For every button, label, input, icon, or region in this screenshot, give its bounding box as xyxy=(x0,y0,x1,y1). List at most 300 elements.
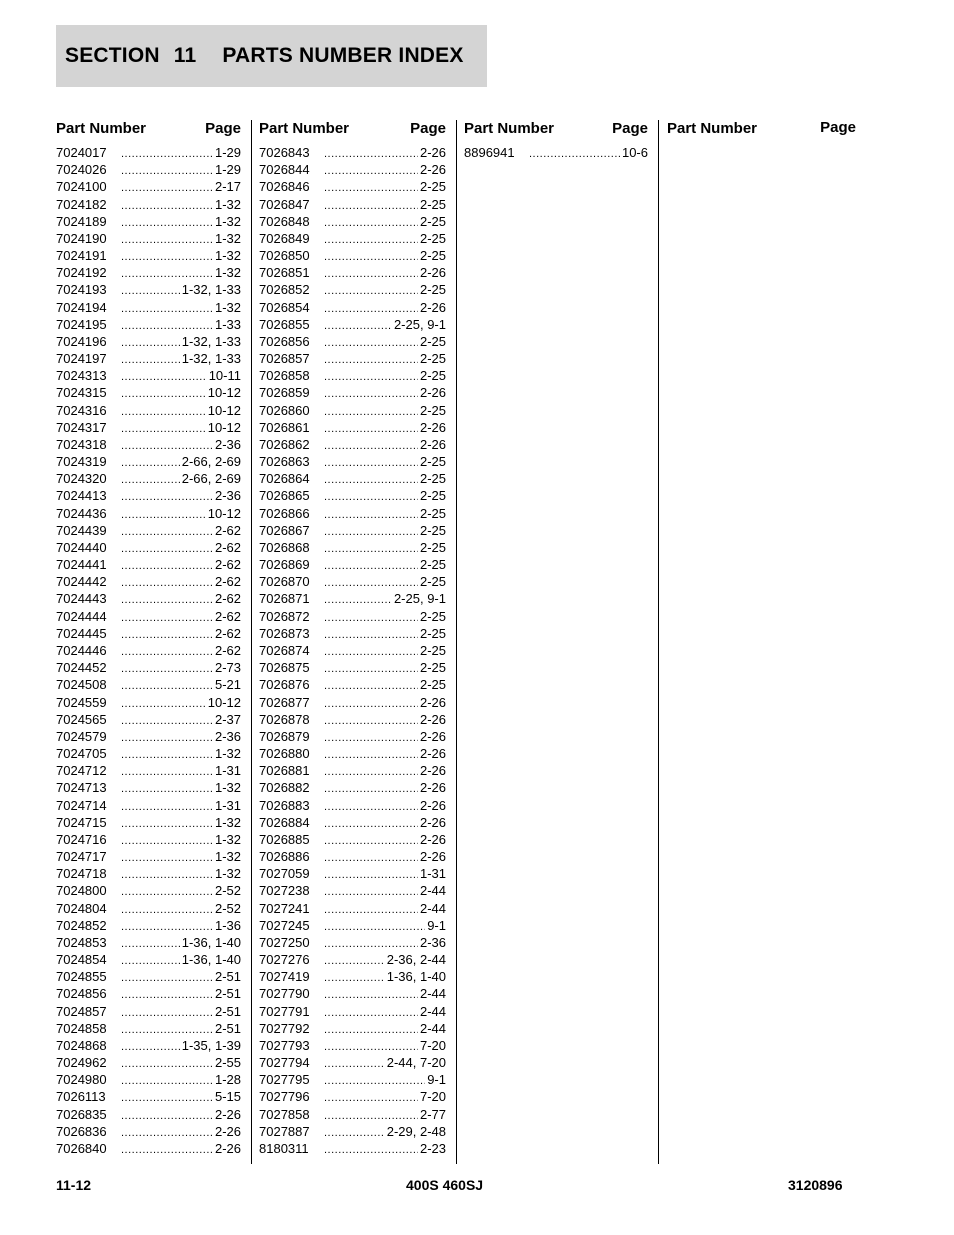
page-reference: 2-26 xyxy=(419,763,446,779)
dot-leader xyxy=(121,987,213,1004)
dot-leader xyxy=(121,386,206,403)
part-number: 7027858 xyxy=(259,1106,310,1122)
index-row xyxy=(259,831,446,848)
part-number: 7024559 xyxy=(56,694,107,710)
part-number: 7024315 xyxy=(56,385,107,401)
dot-leader xyxy=(324,610,418,627)
index-row xyxy=(56,797,241,814)
dot-leader xyxy=(324,541,418,558)
part-number: 7024318 xyxy=(56,436,107,452)
page-reference: 2-44 xyxy=(419,900,446,916)
part-number: 7026859 xyxy=(259,385,310,401)
footer-doc-number: 3120896 xyxy=(788,1177,843,1193)
page-reference: 2-36, 2-44 xyxy=(386,952,446,968)
index-row xyxy=(259,213,446,230)
index-row xyxy=(259,539,446,556)
page-reference: 1-33 xyxy=(214,316,241,332)
footer-page-number: 11-12 xyxy=(56,1177,92,1193)
column-header xyxy=(259,120,456,140)
dot-leader xyxy=(121,833,213,850)
index-row xyxy=(56,745,241,762)
index-row xyxy=(56,316,241,333)
column-header xyxy=(464,120,658,140)
part-number: 7024413 xyxy=(56,488,107,504)
part-number: 7024195 xyxy=(56,316,107,332)
index-row xyxy=(259,350,446,367)
page-reference: 5-15 xyxy=(214,1089,241,1105)
part-number: 7026880 xyxy=(259,746,310,762)
part-number: 7024443 xyxy=(56,591,107,607)
index-row xyxy=(259,196,446,213)
part-number: 7026843 xyxy=(259,145,310,160)
part-number: 7024854 xyxy=(56,952,107,968)
page-reference: 2-51 xyxy=(214,986,241,1002)
dot-leader xyxy=(121,180,213,197)
part-number: 7026849 xyxy=(259,230,310,246)
part-number: 7024962 xyxy=(56,1055,107,1071)
page-reference: 10-12 xyxy=(207,402,241,418)
part-number: 7024026 xyxy=(56,162,107,178)
part-number: 7024565 xyxy=(56,711,107,727)
dot-leader xyxy=(324,455,418,472)
index-row xyxy=(259,144,446,161)
index-row xyxy=(56,333,241,350)
dot-leader xyxy=(324,696,418,713)
dot-leader xyxy=(121,953,180,970)
dot-leader xyxy=(324,335,418,352)
page-reference: 2-51 xyxy=(214,1020,241,1036)
page-reference: 2-25 xyxy=(419,454,446,470)
dot-leader xyxy=(121,970,213,987)
dot-leader xyxy=(324,404,418,421)
index-row xyxy=(56,539,241,556)
part-number: 7026844 xyxy=(259,162,310,178)
page-reference: 5-21 xyxy=(214,677,241,693)
part-number: 7026870 xyxy=(259,574,310,590)
page-reference: 1-32, 1-33 xyxy=(181,333,241,349)
page-reference: 2-26 xyxy=(419,265,446,281)
index-row xyxy=(56,608,241,625)
page-reference: 2-26 xyxy=(419,849,446,865)
dot-leader xyxy=(121,352,180,369)
index-row xyxy=(259,694,446,711)
index-column-2 xyxy=(259,120,457,1164)
page-reference: 2-62 xyxy=(214,574,241,590)
index-row xyxy=(56,522,241,539)
page-reference: 2-55 xyxy=(214,1055,241,1071)
index-row xyxy=(259,161,446,178)
page-reference: 2-62 xyxy=(214,539,241,555)
page-reference: 2-26 xyxy=(419,780,446,796)
page-reference: 1-32 xyxy=(214,780,241,796)
index-row xyxy=(56,1123,241,1140)
part-number: 7026885 xyxy=(259,831,310,847)
page-reference: 2-25 xyxy=(419,351,446,367)
page-reference: 1-32 xyxy=(214,230,241,246)
page-reference: 2-62 xyxy=(214,642,241,658)
part-number: 7026851 xyxy=(259,265,310,281)
dot-leader xyxy=(121,301,213,318)
page-reference: 2-26 xyxy=(419,746,446,762)
index-row xyxy=(56,384,241,401)
dot-leader xyxy=(121,747,213,764)
page-reference: 1-32 xyxy=(214,831,241,847)
dot-leader xyxy=(121,146,213,163)
index-row xyxy=(56,590,241,607)
page-reference: 1-32 xyxy=(214,213,241,229)
part-number: 7026883 xyxy=(259,797,310,813)
index-row xyxy=(56,281,241,298)
page-reference: 2-52 xyxy=(214,900,241,916)
dot-leader xyxy=(121,558,213,575)
dot-leader xyxy=(121,867,213,884)
index-row xyxy=(259,779,446,796)
part-number: 7024716 xyxy=(56,831,107,847)
dot-leader xyxy=(121,884,213,901)
page-reference: 1-36 xyxy=(214,917,241,933)
index-row xyxy=(259,264,446,281)
dot-leader xyxy=(324,283,418,300)
part-number: 7024712 xyxy=(56,763,107,779)
dot-leader xyxy=(324,1090,418,1107)
part-number: 7024715 xyxy=(56,814,107,830)
index-row xyxy=(259,934,446,951)
part-number: 7024705 xyxy=(56,746,107,762)
part-number: 7024444 xyxy=(56,608,107,624)
index-row xyxy=(56,1088,241,1105)
index-row xyxy=(56,900,241,917)
part-number: 7026855 xyxy=(259,316,310,332)
index-row xyxy=(56,985,241,1002)
part-number: 7026863 xyxy=(259,454,310,470)
section-number: 11 xyxy=(173,44,197,67)
dot-leader xyxy=(324,421,418,438)
part-number: 7026879 xyxy=(259,728,310,744)
index-row xyxy=(259,745,446,762)
part-number: 7026835 xyxy=(56,1106,107,1122)
index-row xyxy=(56,694,241,711)
part-number: 7024800 xyxy=(56,883,107,899)
index-row xyxy=(56,848,241,865)
page-reference: 2-25 xyxy=(419,402,446,418)
page-reference: 2-25 xyxy=(419,505,446,521)
dot-leader xyxy=(121,421,206,438)
dot-leader xyxy=(324,1125,385,1142)
page-reference: 1-29 xyxy=(214,145,241,160)
part-number: 7024316 xyxy=(56,402,107,418)
dot-leader xyxy=(121,816,213,833)
index-row xyxy=(56,917,241,934)
page-reference: 2-25 xyxy=(419,574,446,590)
dot-leader xyxy=(324,919,425,936)
index-row xyxy=(56,1071,241,1088)
section-label: SECTION xyxy=(65,44,160,67)
index-row xyxy=(56,230,241,247)
dot-leader xyxy=(324,713,418,730)
page-reference: 2-25 xyxy=(419,471,446,487)
index-row xyxy=(56,711,241,728)
index-row xyxy=(259,299,446,316)
part-number: 7027794 xyxy=(259,1055,310,1071)
index-row xyxy=(259,797,446,814)
index-row xyxy=(56,436,241,453)
page-reference: 2-44, 7-20 xyxy=(386,1055,446,1071)
index-row xyxy=(56,178,241,195)
part-number: 7024853 xyxy=(56,934,107,950)
dot-leader xyxy=(121,163,213,180)
page-reference: 10-12 xyxy=(207,419,241,435)
page-reference: 2-25 xyxy=(419,625,446,641)
page-header: Page xyxy=(410,120,446,137)
index-row xyxy=(56,505,241,522)
dot-leader xyxy=(121,764,213,781)
column-rows xyxy=(464,144,648,161)
page-reference: 2-44 xyxy=(419,986,446,1002)
index-row xyxy=(259,762,446,779)
page-reference: 1-31 xyxy=(214,763,241,779)
dot-leader xyxy=(324,489,418,506)
index-row xyxy=(259,865,446,882)
dot-leader xyxy=(324,867,418,884)
page-reference: 2-36 xyxy=(419,934,446,950)
page-reference: 1-36, 1-40 xyxy=(181,952,241,968)
part-number: 7024317 xyxy=(56,419,107,435)
dot-leader xyxy=(121,1005,213,1022)
dot-leader xyxy=(121,335,180,352)
dot-leader xyxy=(324,472,418,489)
index-row xyxy=(259,1123,446,1140)
part-number: 7026871 xyxy=(259,591,310,607)
index-row xyxy=(56,968,241,985)
page-reference: 2-25 xyxy=(419,230,446,246)
part-number: 7027419 xyxy=(259,969,310,985)
part-number: 7027250 xyxy=(259,934,310,950)
page-reference: 2-36 xyxy=(214,436,241,452)
dot-leader xyxy=(324,507,418,524)
page-reference: 2-25 xyxy=(419,660,446,676)
part-number: 7027241 xyxy=(259,900,310,916)
page-reference: 2-25 xyxy=(419,488,446,504)
dot-leader xyxy=(121,1090,213,1107)
index-row xyxy=(56,882,241,899)
page-reference: 2-25 xyxy=(419,213,446,229)
page-reference: 10-11 xyxy=(208,368,241,384)
page-reference: 1-32, 1-33 xyxy=(181,351,241,367)
page-reference: 2-62 xyxy=(214,591,241,607)
dot-leader xyxy=(324,661,418,678)
part-number: 7026865 xyxy=(259,488,310,504)
page-reference: 2-23 xyxy=(419,1140,446,1156)
dot-leader xyxy=(324,146,418,163)
page-reference: 2-36 xyxy=(214,488,241,504)
page-reference: 2-26 xyxy=(214,1106,241,1122)
dot-leader xyxy=(121,902,213,919)
page-reference: 10-12 xyxy=(207,694,241,710)
page-reference: 2-26 xyxy=(419,162,446,178)
index-row xyxy=(259,470,446,487)
index-row xyxy=(259,436,446,453)
index-row xyxy=(56,642,241,659)
part-number: 7024718 xyxy=(56,866,107,882)
dot-leader xyxy=(121,507,206,524)
dot-leader xyxy=(121,1125,213,1142)
index-row xyxy=(56,402,241,419)
dot-leader xyxy=(529,146,620,163)
dot-leader xyxy=(324,627,418,644)
index-column-1 xyxy=(56,120,252,1164)
part-number: 8896941 xyxy=(464,145,515,160)
dot-leader xyxy=(324,215,418,232)
page-reference: 2-25 xyxy=(419,196,446,212)
dot-leader xyxy=(324,781,418,798)
part-number: 7026878 xyxy=(259,711,310,727)
index-row xyxy=(56,779,241,796)
part-number: 7024197 xyxy=(56,351,107,367)
dot-leader xyxy=(324,970,385,987)
index-row xyxy=(56,728,241,745)
page-header: Page xyxy=(820,119,856,136)
page-reference: 2-26 xyxy=(419,694,446,710)
dot-leader xyxy=(121,404,206,421)
page-reference: 1-28 xyxy=(214,1072,241,1088)
part-number: 7026867 xyxy=(259,522,310,538)
column-rows xyxy=(56,144,241,1157)
dot-leader xyxy=(121,696,206,713)
page-reference: 2-26 xyxy=(419,436,446,452)
page-reference: 2-51 xyxy=(214,969,241,985)
dot-leader xyxy=(121,1073,213,1090)
part-number: 7027792 xyxy=(259,1020,310,1036)
part-number: 7027238 xyxy=(259,883,310,899)
index-row xyxy=(56,144,241,161)
part-number: 7024017 xyxy=(56,145,107,160)
part-number: 7027790 xyxy=(259,986,310,1002)
index-row xyxy=(259,590,446,607)
dot-leader xyxy=(121,232,213,249)
part-number: 8180311 xyxy=(259,1140,309,1156)
part-number: 7024508 xyxy=(56,677,107,693)
page-reference: 1-32 xyxy=(214,866,241,882)
dot-leader xyxy=(121,610,213,627)
index-row xyxy=(56,814,241,831)
part-number: 7024192 xyxy=(56,265,107,281)
part-number: 7026857 xyxy=(259,351,310,367)
page-reference: 2-26 xyxy=(419,814,446,830)
index-row xyxy=(259,728,446,745)
part-number: 7024856 xyxy=(56,986,107,1002)
page-reference: 2-66, 2-69 xyxy=(181,471,241,487)
page-reference: 2-25 xyxy=(419,282,446,298)
part-number: 7026113 xyxy=(56,1089,106,1105)
index-row xyxy=(56,556,241,573)
page-reference: 2-25 xyxy=(419,539,446,555)
part-number: 7024804 xyxy=(56,900,107,916)
index-row xyxy=(56,247,241,264)
part-number: 7027887 xyxy=(259,1123,310,1139)
page-reference: 2-44 xyxy=(419,883,446,899)
page-reference: 1-31 xyxy=(214,797,241,813)
part-number: 7024313 xyxy=(56,368,107,384)
page-reference: 2-44 xyxy=(419,1003,446,1019)
index-row xyxy=(259,608,446,625)
part-number: 7026846 xyxy=(259,179,310,195)
part-number: 7024579 xyxy=(56,728,107,744)
dot-leader xyxy=(121,524,213,541)
part-number: 7026858 xyxy=(259,368,310,384)
index-row xyxy=(56,659,241,676)
dot-leader xyxy=(324,816,418,833)
part-number: 7026836 xyxy=(56,1123,107,1139)
dot-leader xyxy=(324,833,418,850)
column-header xyxy=(667,120,867,140)
part-number: 7024445 xyxy=(56,625,107,641)
page-reference: 2-29, 2-48 xyxy=(386,1123,446,1139)
dot-leader xyxy=(324,318,392,335)
index-row xyxy=(259,1037,446,1054)
part-number: 7027793 xyxy=(259,1037,310,1053)
page-reference: 7-20 xyxy=(419,1089,446,1105)
part-number: 7026873 xyxy=(259,625,310,641)
dot-leader xyxy=(121,661,213,678)
part-number: 7026886 xyxy=(259,849,310,865)
index-row xyxy=(56,487,241,504)
page-reference: 2-26 xyxy=(214,1140,241,1156)
column-header xyxy=(56,120,251,140)
index-row xyxy=(56,676,241,693)
page-reference: 2-26 xyxy=(419,419,446,435)
dot-leader xyxy=(121,730,213,747)
dot-leader xyxy=(121,455,180,472)
page-reference: 2-62 xyxy=(214,625,241,641)
index-row xyxy=(259,1054,446,1071)
page-reference: 1-32 xyxy=(214,849,241,865)
dot-leader xyxy=(121,713,213,730)
part-number: 7024193 xyxy=(56,282,107,298)
part-number: 7024436 xyxy=(56,505,107,521)
dot-leader xyxy=(324,884,418,901)
index-row xyxy=(56,453,241,470)
part-number: 7026840 xyxy=(56,1140,107,1156)
index-row xyxy=(56,196,241,213)
page-reference: 2-26 xyxy=(419,831,446,847)
page-reference: 1-32 xyxy=(214,746,241,762)
dot-leader xyxy=(121,936,180,953)
part-number: 7024714 xyxy=(56,797,107,813)
index-row xyxy=(259,487,446,504)
part-number: 7024100 xyxy=(56,179,107,195)
part-number: 7024196 xyxy=(56,333,107,349)
part-number: 7026876 xyxy=(259,677,310,693)
part-number: 7026848 xyxy=(259,213,310,229)
dot-leader xyxy=(121,781,213,798)
dot-leader xyxy=(324,1056,385,1073)
part-number: 7026874 xyxy=(259,642,310,658)
page-reference: 2-36 xyxy=(214,728,241,744)
dot-leader xyxy=(121,283,180,300)
index-row xyxy=(259,814,446,831)
index-row xyxy=(259,556,446,573)
page-reference: 9-1 xyxy=(427,917,446,933)
part-number: 7026864 xyxy=(259,471,310,487)
index-row xyxy=(259,1020,446,1037)
dot-leader xyxy=(324,369,418,386)
page-reference: 2-25 xyxy=(419,557,446,573)
index-row xyxy=(56,1054,241,1071)
part-number: 7026877 xyxy=(259,694,310,710)
page-reference: 10-6 xyxy=(621,145,648,160)
part-number: 7024980 xyxy=(56,1072,107,1088)
page-reference: 10-12 xyxy=(207,385,241,401)
